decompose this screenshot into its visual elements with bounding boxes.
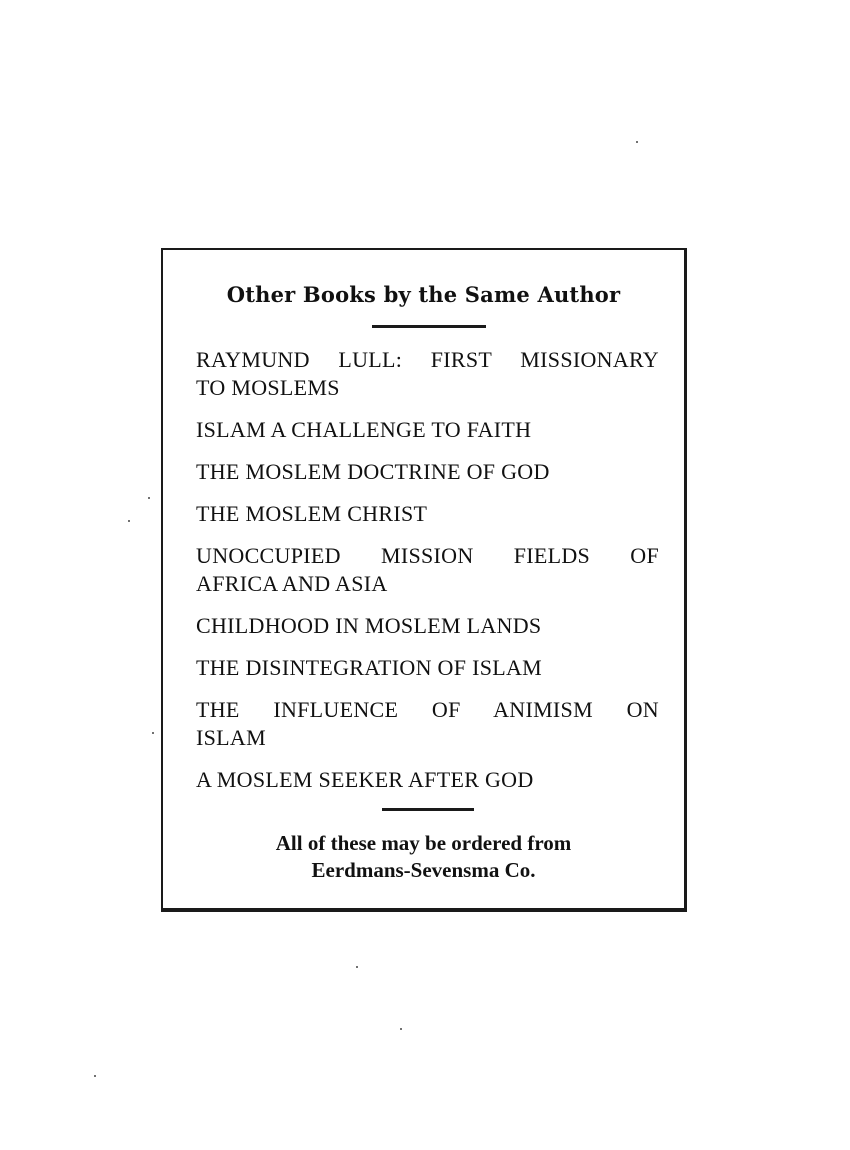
heading-rule	[372, 325, 486, 328]
scan-speck	[636, 141, 638, 143]
publisher-name: Eerdmans-Sevensma Co.	[311, 858, 536, 882]
book-title-line: THE INFLUENCE OF ANIMISM ON	[196, 697, 659, 722]
book-title	[196, 542, 659, 598]
scan-speck	[400, 1028, 402, 1030]
scan-speck	[128, 520, 130, 522]
scan-speck	[152, 732, 154, 734]
order-note-line: All of these may be ordered from	[275, 831, 572, 855]
section-heading: Other Books by the Same Author	[226, 282, 621, 307]
scan-speck	[148, 497, 150, 499]
book-title-line: ISLAM A CHALLENGE TO FAITH	[196, 417, 532, 442]
scan-speck	[94, 1075, 96, 1077]
book-title-continuation: ISLAM	[196, 725, 266, 750]
book-title-continuation: TO MOSLEMS	[196, 375, 340, 400]
book-title	[196, 654, 659, 682]
book-list-frame	[161, 248, 687, 912]
book-title	[196, 766, 659, 794]
book-title-line: THE MOSLEM CHRIST	[196, 501, 428, 526]
book-title-line: A MOSLEM SEEKER AFTER GOD	[196, 767, 534, 792]
scan-speck	[356, 966, 358, 968]
book-title	[196, 416, 659, 444]
book-title	[196, 346, 659, 402]
book-title	[196, 500, 659, 528]
book-title	[196, 696, 659, 752]
order-note	[163, 830, 684, 884]
book-title-line: THE MOSLEM DOCTRINE OF GOD	[196, 459, 550, 484]
book-title-line: UNOCCUPIED MISSION FIELDS OF	[196, 543, 659, 568]
closing-rule	[382, 808, 474, 811]
book-title-line: CHILDHOOD IN MOSLEM LANDS	[196, 613, 542, 638]
book-title	[196, 612, 659, 640]
book-title	[196, 458, 659, 486]
book-title-list	[196, 346, 659, 808]
book-title-continuation: AFRICA AND ASIA	[196, 571, 388, 596]
book-title-line: RAYMUND LULL: FIRST MISSIONARY	[196, 347, 659, 372]
book-title-line: THE DISINTEGRATION OF ISLAM	[196, 655, 543, 680]
